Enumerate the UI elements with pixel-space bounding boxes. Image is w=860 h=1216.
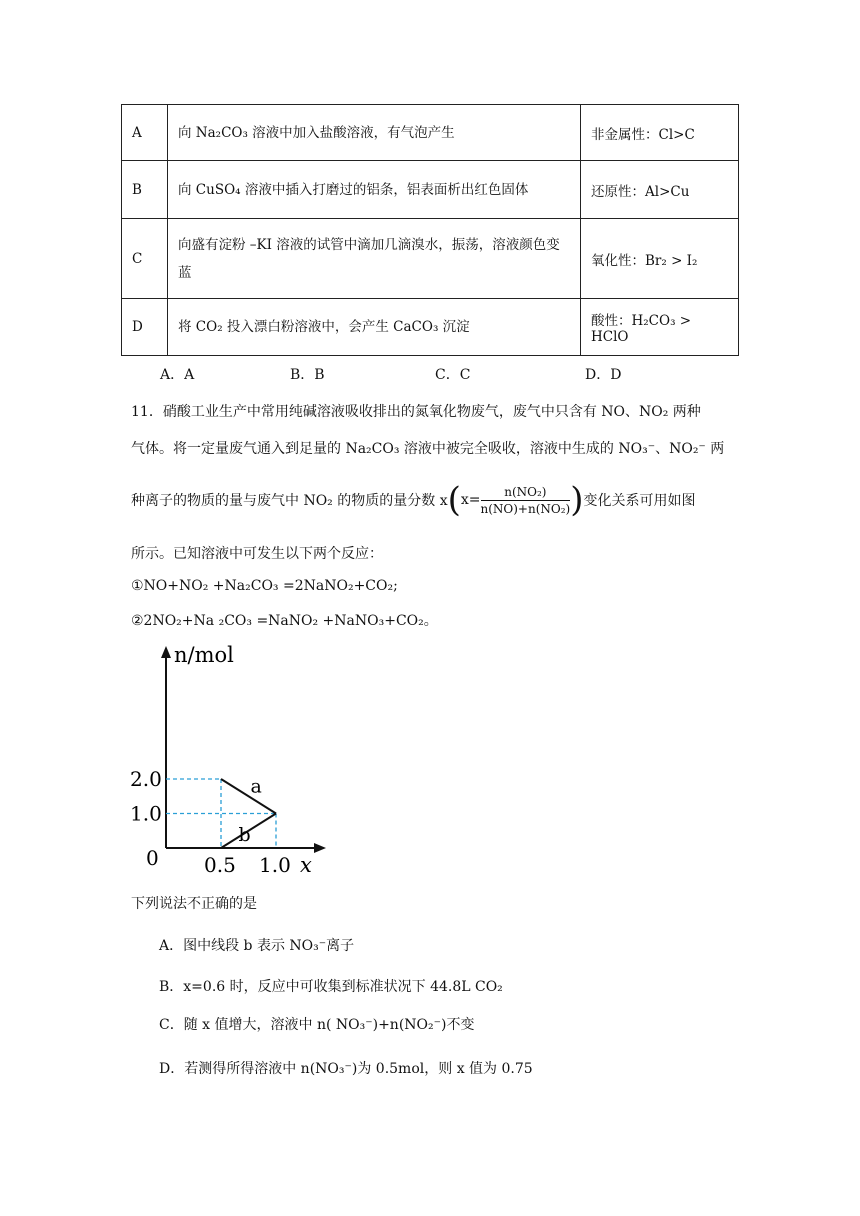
row-conclusion: 氧化性：Br₂ > I₂ xyxy=(581,219,739,299)
left-paren: ( xyxy=(447,480,461,520)
choice-c[interactable]: C．C xyxy=(435,367,471,383)
option-a[interactable]: A．图中线段 b 表示 NO₃⁻离子 xyxy=(159,938,355,954)
q11-line3 xyxy=(131,480,696,520)
option-d[interactable]: D．若测得所得溶液中 n(NO₃⁻)为 0.5mol，则 x 值为 0.75 xyxy=(159,1061,533,1077)
y-tick-label: 1.0 xyxy=(130,801,162,826)
row-experiment: 向盛有淀粉 –KI 溶液的试管中滴加几滴溴水，振荡，溶液颜色变蓝 xyxy=(168,219,581,299)
right-paren: ) xyxy=(570,480,584,520)
x-tick-label: 0.5 xyxy=(204,853,236,877)
row-experiment: 将 CO₂ 投入漂白粉溶液中，会产生 CaCO₃ 沉淀 xyxy=(168,299,581,356)
row-conclusion: 非金属性：Cl>C xyxy=(581,105,739,161)
q11-line4: 所示。已知溶液中可发生以下两个反应： xyxy=(131,546,383,562)
q11-line2: 气体。将一定量废气通入到足量的 Na₂CO₃ 溶液中被完全吸收，溶液中生成的 NO₃⁻、NO₂⁻ 两 xyxy=(131,441,725,457)
origin-label: 0 xyxy=(146,846,159,870)
choice-d[interactable]: D．D xyxy=(585,367,622,383)
n-vs-x-chart xyxy=(130,640,350,880)
row-key: D xyxy=(122,299,168,356)
table-row xyxy=(122,219,739,299)
option-c[interactable]: C．随 x 值增大，溶液中 n( NO₃⁻)+n(NO₂⁻)不变 xyxy=(159,1017,475,1033)
choice-a[interactable]: A．A xyxy=(160,367,195,383)
row-experiment: 向 CuSO₄ 溶液中插入打磨过的铝条，铝表面析出红色固体 xyxy=(168,161,581,219)
y-axis-label: n/mol xyxy=(174,643,234,667)
table-row xyxy=(122,299,739,356)
series-label-b: b xyxy=(238,823,251,846)
table-row xyxy=(122,105,739,161)
series-label-a: a xyxy=(250,775,262,798)
q11-line3-pre: 种离子的物质的量与废气中 NO₂ 的物质的量分数 x xyxy=(131,493,448,509)
x-axis-label: x xyxy=(300,853,312,877)
row-key: A xyxy=(122,105,168,161)
q10-choices xyxy=(160,364,715,384)
table-row xyxy=(122,161,739,219)
row-conclusion: 还原性：Al>Cu xyxy=(581,161,739,219)
row-key: C xyxy=(122,219,168,299)
options-table xyxy=(121,104,739,356)
reaction-2: ②2NO₂+Na ₂CO₃ =NaNO₂ +NaNO₃+CO₂。 xyxy=(131,613,438,629)
fraction-denominator: n(NO)+n(NO₂) xyxy=(480,501,571,516)
row-conclusion: 酸性：H₂CO₃ > HClO xyxy=(581,299,739,356)
x-axis-arrow xyxy=(314,843,326,853)
option-b[interactable]: B．x=0.6 时，反应中可收集到标准状况下 44.8L CO₂ xyxy=(159,979,503,995)
q11-line3-post: 变化关系可用如图 xyxy=(583,493,696,509)
q11-prompt: 下列说法不正确的是 xyxy=(131,896,257,912)
series-line-a xyxy=(221,779,276,814)
mole-fraction xyxy=(481,485,571,516)
reaction-1: ①NO+NO₂ +Na₂CO₃ =2NaNO₂+CO₂; xyxy=(131,578,398,594)
q11-line1: 11．硝酸工业生产中常用纯碱溶液吸收排出的氮氧化物废气，废气中只含有 NO、NO₂ 两种 xyxy=(131,404,701,420)
row-key: B xyxy=(122,161,168,219)
choice-b[interactable]: B．B xyxy=(290,367,325,383)
row-experiment: 向 Na₂CO₃ 溶液中加入盐酸溶液，有气泡产生 xyxy=(168,105,581,161)
x-eq: x= xyxy=(460,492,481,508)
y-axis-arrow xyxy=(161,646,171,658)
fraction-numerator: n(NO₂) xyxy=(481,485,571,501)
y-tick-label: 2.0 xyxy=(130,767,162,791)
x-tick-label: 1.0 xyxy=(259,853,291,877)
